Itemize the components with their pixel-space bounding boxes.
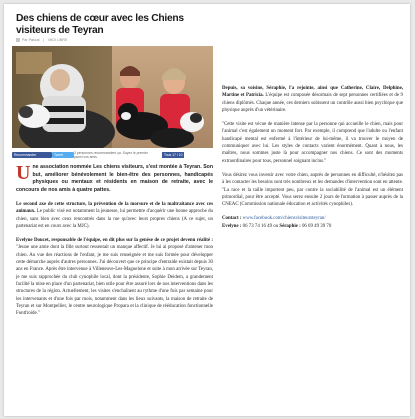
evelyne-phone-label: Evelyne : bbox=[222, 223, 242, 229]
article-title: Des chiens de cœur avec les Chiens visiteurs de Teyran bbox=[16, 13, 184, 36]
team-text: L'équipe est composée désormais de sept personnes certifiées et de 9 chiens diplômés. Chaque année, ces derniers subissent un contrôle aussi bien psychique que physique auprès d'un vétérinaire. bbox=[222, 93, 403, 113]
prevention-lead: Le second axe de cette structure, la prévention de la morsure et de la maltraitance avec ces animaux. bbox=[16, 202, 213, 215]
drop-cap: U bbox=[16, 162, 31, 184]
phone-separator: ou bbox=[273, 223, 279, 229]
contact-label: Contact : bbox=[222, 216, 242, 222]
intro-text: ne association nommée Les chiens visiteurs, s'est montée à Teyran. Son but, améliorer bénévolement le bien-être des personnes, handicapés physiques ou mentaux et résidents en maison de retraite, avec le concours de nos amis à quatre pattes. bbox=[16, 164, 213, 193]
article-page bbox=[4, 4, 410, 416]
article-photo bbox=[12, 46, 213, 148]
author-name: Par Pascal bbox=[22, 38, 40, 42]
right-column bbox=[222, 85, 403, 230]
prevention-text: Le public visé est notamment la jeunesse, lui permettre d'acquérir une bonne approche du chien, sans bien avec ceux rencontrés dans la rue qu'avec leurs propres chiens (A ce sujet, un partenariat est en cours avec la MJC). bbox=[16, 209, 213, 229]
share-count-button[interactable]: Tous 17 / 10 bbox=[164, 153, 183, 157]
paragraph-evelyne bbox=[16, 237, 213, 317]
contact-block bbox=[222, 215, 403, 230]
contact-link[interactable]: www.facebook.com/chiensvisiteursteyran/ bbox=[242, 216, 326, 222]
intro-paragraph bbox=[16, 164, 213, 194]
evelyne-text: "Jeune une amie dont la fille surtout ressentait un manque affectif. Je lui ai proposé d'amener mon chien. Au vue des réactions de l'enfant, je me suis renseignée et me suis formée pour développer cette démarche auprès d'autres personnes. J'ai découvert que ce principe d'entraide existait depuis 30 ans en France. Après être intervenue à Villeneuve-Les-Maguelone et suite à mon arrivée sur Teyran, je me suis rapprochée du club cynophile local, dont la présidente, Sophie Deidem, a grandement facilité la mise en place d'un partenariat, bien utile pour être assuré lors de nos interventions dans les structures de la région. Actuellement, les visites s'enchaînent au rythme d'une fois par semaine pour les intervenants et d'une fois par mois, notamment dans les lieux suivants, la maison de retraite de Teyran et sur Montpellier, le centre neurologique Propara et la clinique de rééducation fonctionnelle Fontfroide." bbox=[16, 245, 213, 317]
evelyne-lead: Evelyne Doucet, responsable de l'équipe, en dit plus sur la genèse de ce projet devenu réalité : bbox=[16, 238, 213, 244]
paragraph-team bbox=[222, 85, 403, 114]
share-bar bbox=[12, 151, 213, 160]
facebook-recommend-button[interactable]: Recommander bbox=[12, 152, 52, 158]
team-lead: Depuis, sa voisine, Séraphie, l'a rejointe, ainsi que Catherine, Claire, Delphine, Martine et Patricia. bbox=[222, 86, 403, 99]
article-meta: Par Pascal | MIDI LIBRE bbox=[16, 38, 67, 42]
source-label: MIDI LIBRE bbox=[48, 38, 68, 42]
paragraph-invest: Vous désirez vous investir avec votre chien, auprès de personnes en difficulté, n'hésitez pas à les contacter les besoins sont très nombreux et les demandes d'intervention sont en attente. "La race et la taille importent peu, par contre la sociabilité de l'animal est un élément primordial, pour être accepté. Vous serez ensuite 2 jours de formation à passer auprès de la CNEAC (Commission nationale éducation et activités cynophiles). bbox=[222, 172, 403, 208]
tweet-button[interactable]: Tweet bbox=[52, 152, 74, 158]
seraphie-phone: 06 69 49 39 70 bbox=[301, 223, 332, 229]
paragraph-prevention bbox=[16, 201, 213, 230]
evelyne-phone: 06 73 74 16 49 bbox=[242, 223, 273, 229]
recommend-text: 3 personnes recommandent ça. Soyez le premier parmi vos amis. bbox=[74, 151, 149, 159]
author-icon bbox=[16, 38, 20, 42]
seraphie-phone-label: Séraphie : bbox=[279, 223, 301, 229]
paragraph-quote: "Cette visite est vécue de manière intense par la personne qui accueille le chien, mais pour l'animal c'est également un moment fort. Par exemple, il comprend que l'adulte ou l'enfant handicapé mental est enfermé à l'intérieur de lui-même, il va trouver le moyen de communiquer avec lui. Les styles de contacts varient énormément. Quant à nous, les maîtres, nous sommes juste là pour accompagner nos chiens. Ce sont des moments extraordinaires pour tous, personnel soignant inclus." bbox=[222, 122, 403, 164]
left-column bbox=[16, 164, 213, 324]
